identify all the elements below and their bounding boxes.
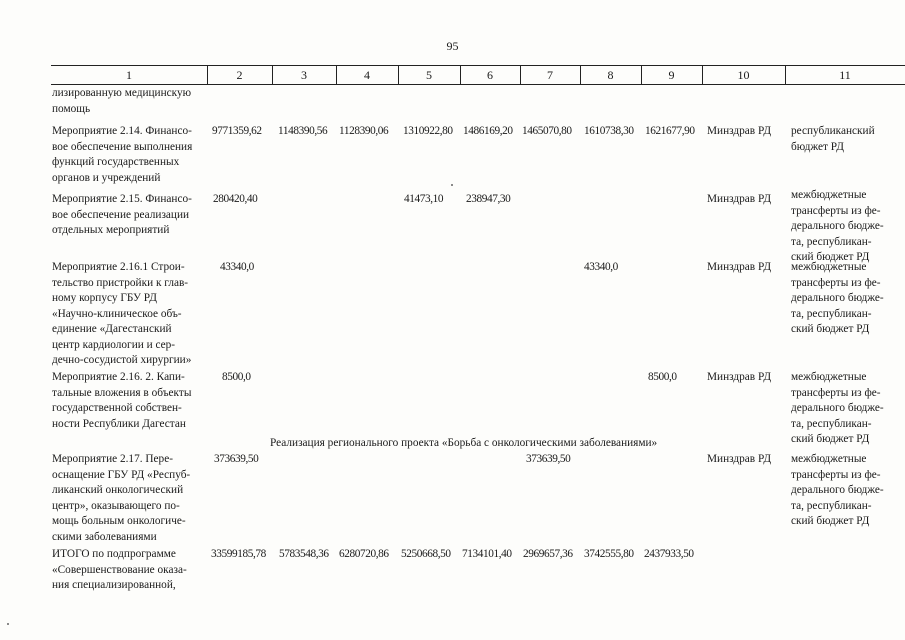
value-total: 280420,40 — [213, 193, 258, 205]
value-year: 6280720,86 — [339, 548, 389, 560]
funding-source: республиканский бюджет РД — [791, 125, 875, 153]
value-year: 5250668,50 — [401, 548, 451, 560]
header-col-7: 7 — [547, 68, 553, 82]
value-year: 238947,30 — [466, 193, 511, 205]
funding-source: межбюджетные трансферты из фе- дерального бюдже- та, республикан- ский бюджет РД — [791, 189, 884, 263]
header-bottom-line — [51, 84, 905, 85]
value-year: 1610738,30 — [584, 125, 634, 137]
value-year: 1465070,80 — [522, 125, 572, 137]
value-year: 373639,50 — [526, 453, 571, 465]
header-col-4: 4 — [364, 68, 370, 82]
value-year: 41473,10 — [404, 193, 444, 205]
value-year: 43340,0 — [584, 261, 618, 273]
value-year: 1148390,56 — [278, 125, 328, 137]
carryover-text: лизированную медицинскую помощь — [52, 87, 192, 115]
header-col-11: 11 — [839, 68, 851, 82]
executor: Минздрав РД — [707, 453, 772, 465]
header-col-3: 3 — [301, 68, 307, 82]
header-col-8: 8 — [607, 68, 614, 82]
value-year: 8500,0 — [648, 371, 677, 383]
value-total: 8500,0 — [222, 371, 251, 383]
value-year: 2969657,36 — [523, 548, 573, 560]
value-year: 1486169,20 — [463, 125, 513, 137]
value-year: 1621677,90 — [645, 125, 695, 137]
value-year: 2437933,50 — [644, 548, 694, 560]
value-year: 1310922,80 — [403, 125, 453, 137]
funding-source: межбюджетные трансферты из фе- дерального бюдже- та, республикан- ский бюджет РД — [791, 453, 884, 527]
scan-speck — [7, 623, 9, 625]
activity-name: Мероприятие 2.16. 2. Капи- тальные вложения в объекты государственной собствен- ности Республики Дагестан — [52, 371, 192, 430]
header-col-2: 2 — [236, 68, 243, 82]
executor: Минздрав РД — [707, 125, 772, 137]
header-col-1: 1 — [126, 68, 132, 82]
value-year: 7134101,40 — [462, 548, 512, 560]
executor: Минздрав РД — [707, 371, 772, 383]
value-year: 5783548,36 — [279, 548, 329, 560]
section-banner: Реализация регионального проекта «Борьба с онкологическими заболеваниями» — [270, 437, 658, 449]
header-top-line — [51, 65, 905, 66]
activity-name: Мероприятие 2.17. Пере- оснащение ГБУ РД «Респуб- ликанский онкологический центр», оказывающего по- мощь больным онкологиче- скими заболеваниями — [52, 453, 191, 543]
header-col-6: 6 — [487, 68, 493, 82]
page-number: 95 — [446, 39, 459, 53]
activity-name: ИТОГО по подпрограмме «Совершенствование оказа- ния специализированной, — [52, 548, 187, 591]
header-col-5: 5 — [426, 68, 432, 82]
value-year: 1128390,06 — [339, 125, 389, 137]
activity-name: Мероприятие 2.14. Финансо- вое обеспечение выполнения функций государственных органов и учреждений — [52, 125, 193, 184]
value-total: 33599185,78 — [211, 548, 266, 560]
activity-name: Мероприятие 2.15. Финансо- вое обеспечение реализации отдельных мероприятий — [52, 193, 192, 236]
value-year: 3742555,80 — [584, 548, 634, 560]
funding-source: межбюджетные трансферты из фе- дерального бюдже- та, республикан- ский бюджет РД — [791, 371, 884, 445]
funding-source: межбюджетные трансферты из фе- дерального бюдже- та, республикан- ский бюджет РД — [791, 261, 884, 335]
value-total: 9771359,62 — [212, 125, 262, 137]
header-col-9: 9 — [668, 68, 675, 82]
executor: Минздрав РД — [707, 193, 772, 205]
value-total: 373639,50 — [214, 453, 259, 465]
activity-name: Мероприятие 2.16.1 Строи- тельство пристройки к глав- ному корпусу ГБУ РД «Научно-клиническое объ- единение «Дагестанский центр кардиологии и сер- дечно-сосудистой хирургии» — [52, 261, 192, 366]
executor: Минздрав РД — [707, 261, 772, 273]
value-total: 43340,0 — [220, 261, 254, 273]
header-col-10: 10 — [737, 68, 750, 82]
scan-speck — [451, 184, 453, 186]
